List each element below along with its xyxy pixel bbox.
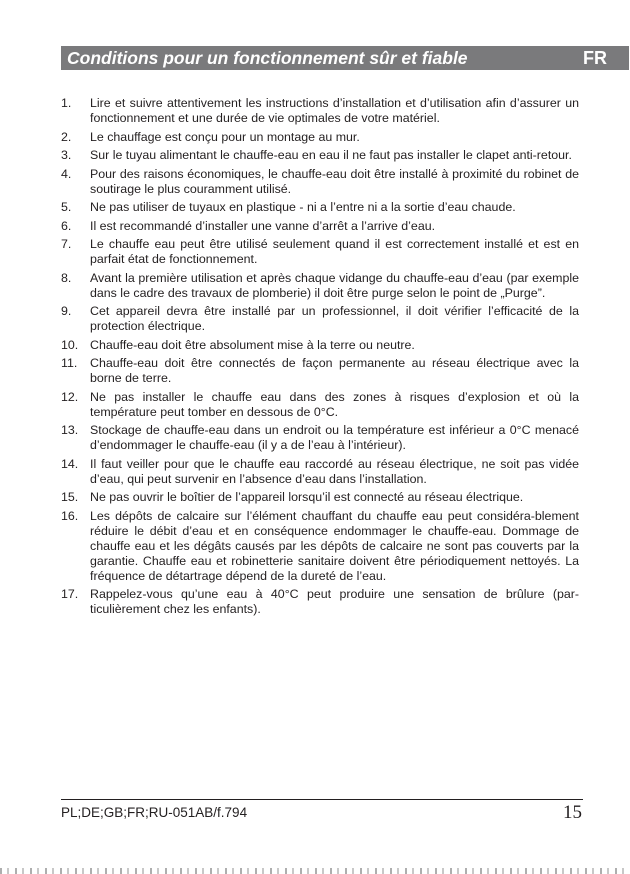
- list-item: [61, 423, 579, 453]
- list-item-text: Il faut veiller pour que le chauffe eau raccordé au réseau électrique, ne soit pas vidée d’eau, qui peut survenir en l’absence d’eau dans l’installation.: [90, 456, 579, 486]
- list-item-text: Stockage de chauffe-eau dans un endroit ou la température est inférieur a 0°C menacé d’endommager le chauffe-eau (il y a de l’eau à l’intérieur).: [90, 423, 579, 452]
- list-item: [61, 130, 579, 145]
- list-item-number: 4.: [61, 166, 72, 181]
- list-item-text: Cet appareil devra être installé par un professionnel, il doit vérifier l’efficacité de la protection électrique.: [90, 304, 579, 333]
- list-item: [61, 390, 579, 420]
- list-item-number: 13.: [61, 423, 79, 437]
- list-item-number: 14.: [61, 456, 79, 471]
- list-item: [61, 490, 579, 505]
- list-item: [61, 271, 579, 301]
- list-item: [61, 356, 579, 386]
- list-item-text: Pour des raisons économiques, le chauffe-eau doit être installé à proximité du robinet de soutirage le plus couramment utilisé.: [90, 166, 579, 196]
- list-item-number: 5.: [61, 200, 72, 214]
- list-item-number: 9.: [61, 304, 72, 318]
- list-item: [61, 219, 579, 234]
- list-item-number: 2.: [61, 129, 72, 144]
- page-number: 15: [563, 802, 582, 823]
- footer-divider: [61, 799, 583, 800]
- list-item: [61, 338, 579, 353]
- scan-artifact: [0, 868, 630, 874]
- list-item: [61, 96, 579, 126]
- list-item-text: Ne pas utiliser de tuyaux en plastique - ni a l’entre ni a la sortie d’eau chaude.: [90, 200, 516, 214]
- list-item: [61, 587, 579, 617]
- list-item: [61, 200, 579, 215]
- list-item: [61, 509, 579, 584]
- list-item-number: 6.: [61, 218, 72, 233]
- list-item-text: Sur le tuyau alimentant le chauffe-eau en eau il ne faut pas installer le clapet anti-retour.: [90, 148, 572, 162]
- list-item: [61, 148, 579, 163]
- safety-conditions-list: [61, 96, 579, 621]
- section-header: [61, 46, 629, 70]
- list-item-number: 3.: [61, 148, 72, 162]
- list-item-text: Le chauffage est conçu pour un montage au mur.: [90, 129, 360, 144]
- list-item-text: Chauffe-eau doit être connectés de façon permanente au réseau électrique avec la borne de terre.: [90, 356, 579, 385]
- list-item-text: Il est recommandé d’installer une vanne d’arrêt a l’arrive d’eau.: [90, 218, 436, 233]
- list-item-text: Les dépôts de calcaire sur l’élément chauffant du chauffe eau peut considéra-blement réduire le débit d’eau et en conséquence endommager le chauffe-eau. Dommage de chauffe eau et les dégâts causés par les dépôts de calcaire ne sont pas couverts par la garantie. Chauffe eau et robinetterie sanitaire doivent être périodiquement nettoyés. La fréquence de détartrage dépend de la dureté de l’eau.: [90, 508, 579, 583]
- list-item-number: 11.: [61, 356, 78, 370]
- list-item-number: 1.: [61, 96, 72, 110]
- list-item-text: Le chauffe eau peut être utilisé seulement quand il est correctement installé et est en parfait état de fonctionnement.: [90, 237, 579, 266]
- list-item-number: 12.: [61, 389, 79, 404]
- list-item: [61, 237, 579, 267]
- document-code: PL;DE;GB;FR;RU-051AB/f.794: [61, 805, 248, 820]
- list-item-number: 10.: [61, 337, 79, 352]
- list-item-number: 16.: [61, 508, 79, 523]
- list-item-text: Rappelez-vous qu’une eau à 40°C peut produire une sensation de brûlure (par-ticulièrement chez les enfants).: [90, 587, 579, 616]
- section-title: Conditions pour un fonctionnement sûr et fiable: [67, 48, 468, 68]
- list-item: [61, 304, 579, 334]
- list-item-text: Lire et suivre attentivement les instructions d’installation et d’utilisation afin d’assurer un fonctionnement et une durée de vie optimales de votre matériel.: [90, 96, 579, 125]
- language-label: FR: [583, 48, 607, 68]
- list-item-number: 8.: [61, 270, 72, 285]
- list-item: [61, 167, 579, 197]
- list-item-text: Ne pas installer le chauffe eau dans des zones à risques d’explosion et où la température peut tomber en dessous de 0°C.: [90, 389, 579, 419]
- list-item-number: 7.: [61, 237, 72, 251]
- list-item-number: 17.: [61, 587, 79, 601]
- list-item-text: Avant la première utilisation et après chaque vidange du chauffe-eau d’eau (par exemple dans le cadre des travaux de plomberie) il doit être purge selon le point de „Purge”.: [90, 270, 579, 300]
- list-item: [61, 457, 579, 487]
- list-item-text: Ne pas ouvrir le boîtier de l’appareil lorsqu’il est connecté au réseau électrique.: [90, 490, 524, 504]
- list-item-number: 15.: [61, 490, 79, 504]
- list-item-text: Chauffe-eau doit être absolument mise à la terre ou neutre.: [90, 337, 415, 352]
